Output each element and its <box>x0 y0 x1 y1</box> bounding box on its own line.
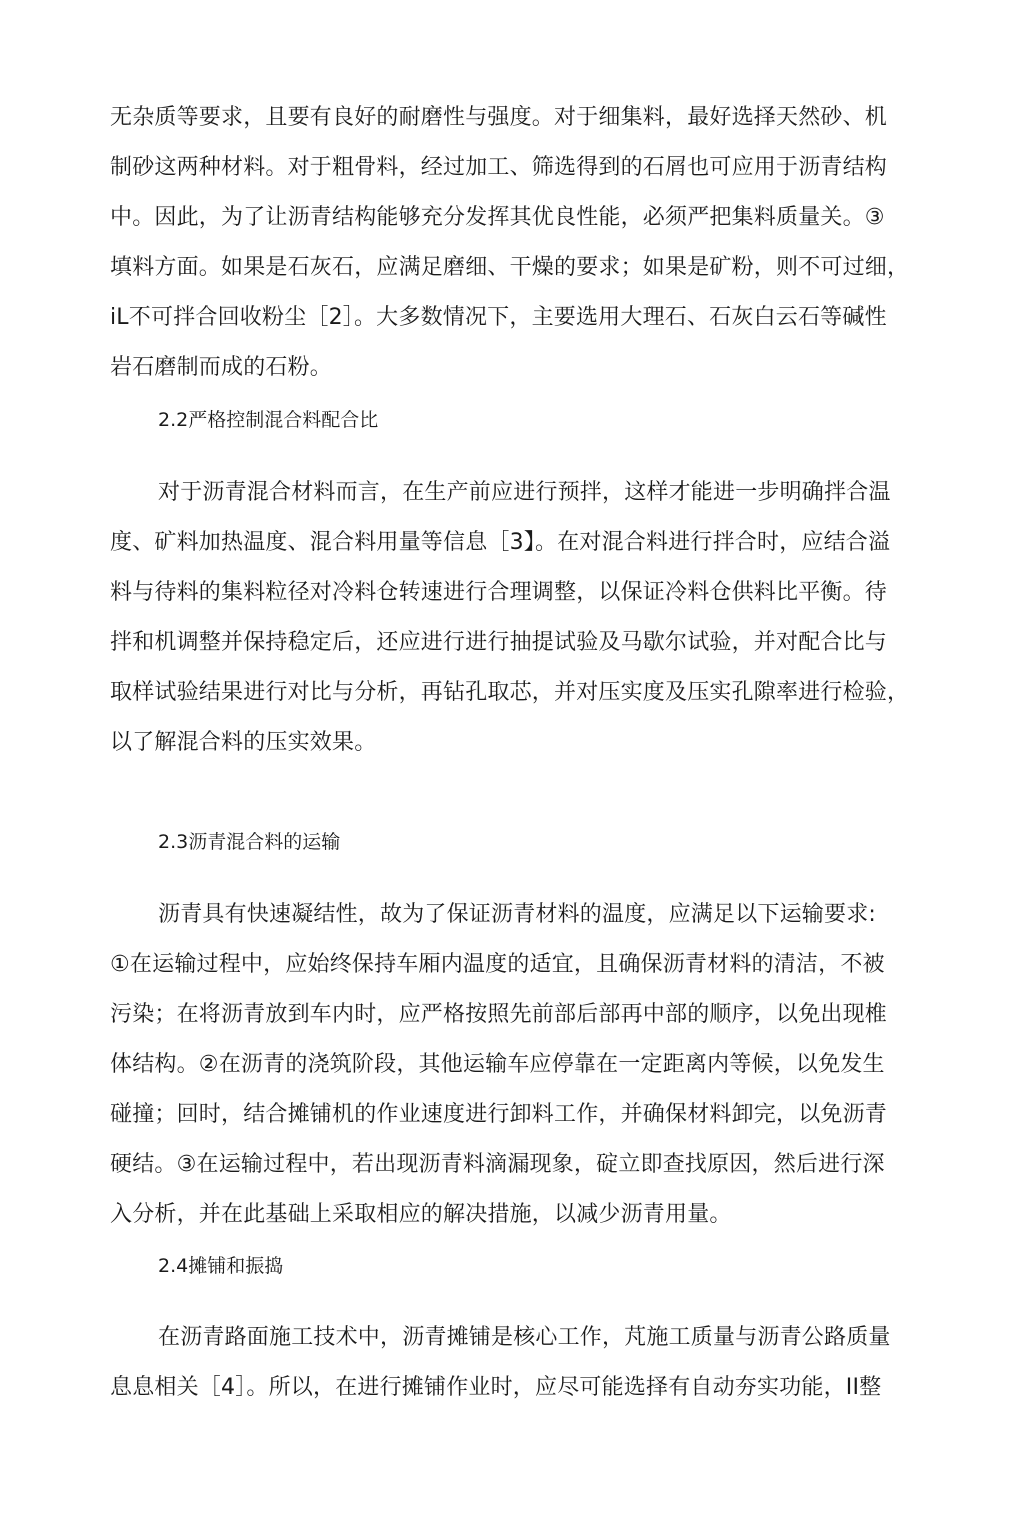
paragraph-1-line-4: 填料方面。如果是石灰石，应满足磨细、干燥的要求；如果是矿粉，则不可过细， <box>110 255 910 280</box>
paragraph-3-line-7: 入分析，并在此基础上采取相应的解决措施，以减少沥青用量。 <box>110 1202 732 1227</box>
paragraph-3-line-2: ①在运输过程中，应始终保持车厢内温度的适宜，且确保沥青材料的清洁，不被 <box>110 952 885 977</box>
section-heading-2-3: 2.3沥青混合料的运输 <box>158 831 341 853</box>
paragraph-4-line-2: 息息相关［4］。所以，在进行摊铺作业时，应尽可能选择有自动夯实功能，II整 <box>110 1375 882 1400</box>
section-heading-2-2: 2.2严格控制混合料配合比 <box>158 409 379 431</box>
paragraph-3-line-3: 污染；在将沥青放到车内时，应严格按照先前部后部再中部的顺序，以免出现椎 <box>110 1002 888 1027</box>
paragraph-1-line-1: 无杂质等要求，且要有良好的耐磨性与强度。对于细集料，最好选择天然砂、机 <box>110 105 888 130</box>
paragraph-2-line-1: 对于沥青混合材料而言，在生产前应进行预拌，这样才能进一步明确拌合温 <box>158 480 891 505</box>
paragraph-1-line-3: 中。因此，为了让沥青结构能够充分发挥其优良性能，必须严把集料质量关。③ <box>110 205 885 230</box>
paragraph-2-line-2: 度、矿料加热温度、混合料用量等信息［3】。在对混合料进行拌合时，应结合溢 <box>110 530 891 555</box>
section-heading-2-4: 2.4摊铺和振捣 <box>158 1255 284 1277</box>
paragraph-1-line-5: iL不可拌合回收粉尘［2］。大多数情况下，主要选用大理石、石灰白云石等碱性 <box>110 305 887 330</box>
paragraph-1-line-2: 制砂这两种材料。对于粗骨料，经过加工、筛选得到的石屑也可应用于沥青结构 <box>110 155 888 180</box>
paragraph-3-line-6: 硬结。③在运输过程中，若出现沥青料滴漏现象，碇立即查找原因，然后进行深 <box>110 1152 885 1177</box>
paragraph-2-line-4: 拌和机调整并保持稳定后，还应进行进行抽提试验及马歇尔试验，并对配合比与 <box>110 630 888 655</box>
paragraph-4-line-1: 在沥青路面施工技术中，沥青摊铺是核心工作，芃施工质量与沥青公路质量 <box>158 1325 891 1350</box>
paragraph-2-line-6: 以了解混合料的压实效果。 <box>110 730 377 755</box>
paragraph-2-line-3: 料与待料的集料粒径对冷料仓转速进行合理调整，以保证冷料仓供料比平衡。待 <box>110 580 888 605</box>
paragraph-2-line-5: 取样试验结果进行对比与分析，再钻孔取芯，并对压实度及压实孔隙率进行检验， <box>110 680 910 705</box>
paragraph-3-line-4: 体结构。②在沥青的浇筑阶段，其他运输车应停靠在一定距离内等候，以免发生 <box>110 1052 885 1077</box>
paragraph-3-line-5: 碰撞；回时，结合摊铺机的作业速度进行卸料工作，并确保材料卸完，以免沥青 <box>110 1102 888 1127</box>
paragraph-1-line-6: 岩石磨制而成的石粉。 <box>110 355 333 380</box>
paragraph-3-line-1: 沥青具有快速凝结性，故为了保证沥青材料的温度，应满足以下运输要求: <box>158 902 877 927</box>
